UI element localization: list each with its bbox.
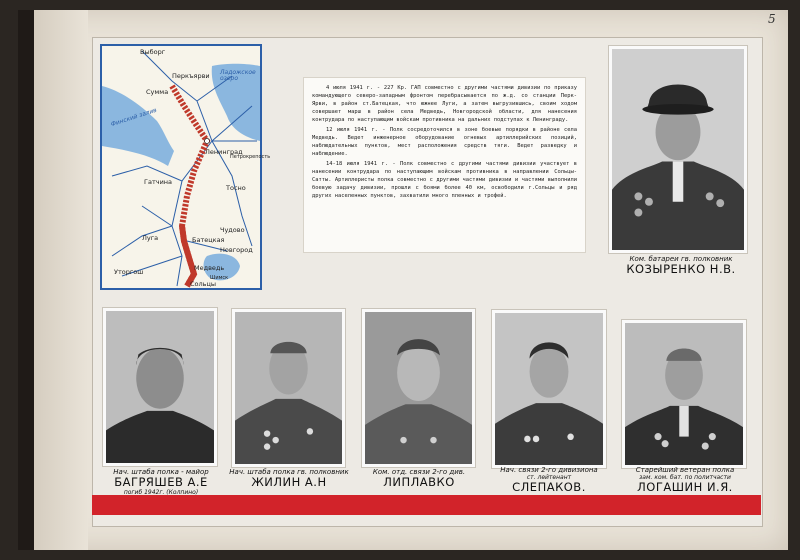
leningrad-marker: [205, 139, 210, 144]
caption-name: КОЗЫРЕНКО Н.В.: [626, 262, 736, 276]
caption-logashin: [616, 466, 754, 494]
caption-rank: ст. лейтенант: [526, 474, 572, 481]
page-number: 5: [768, 12, 776, 26]
map-label-summa: Сумма: [146, 88, 169, 96]
caption-position: зам. ком. бат. по политчасти: [639, 474, 731, 481]
portrait-photo-zhilin: [232, 309, 345, 467]
map-label-novgorod: Новгород: [220, 246, 253, 254]
portrait-photo-kozyrenko: [609, 46, 747, 253]
caption-role: Старейший ветеран полка: [635, 466, 735, 474]
caption-role: Нач. штаба полка гв. полковник: [229, 468, 349, 476]
caption-role: Нач. связи 2-го дивизиона: [500, 466, 598, 474]
map-label-chudovo: Чудово: [220, 226, 245, 234]
caption-bagryashev: [94, 468, 228, 496]
map-label-gatchina: Гатчина: [144, 178, 173, 186]
map-label-tosno: Тосно: [226, 184, 246, 192]
portrait-photo-slepakov: [492, 310, 606, 468]
history-paragraph-3: 14-18 июля 1941 г. - Полк совместно с другими частями дивизии участвует в нанесении контрудара по наступающим войскам противника в направлении Сольцы-Сатты. Артиллеристы полка совместно с другими частями дивизии и частями выполнили боевую задачу дивизии, прошли с боями более 40 км, освободили г.Сольцы и ряд других населенных пунктов, захватили много пленных и трофей.: [312, 161, 577, 199]
map-label-petrokrepost: Петрокрепость: [230, 154, 271, 160]
caption-kozyrenko: [601, 255, 761, 276]
history-text-block: [303, 77, 586, 253]
map-label-perkjarvi: Перкъярви: [172, 72, 210, 80]
caption-name: БАГРЯШЕВ А.Е: [114, 475, 208, 489]
caption-name: ЛИПЛАВКО: [383, 475, 455, 489]
portrait-photo-liplavko: [362, 309, 475, 467]
route-line-final: [182, 226, 194, 286]
map-label-leningrad: Ленинград: [205, 148, 243, 156]
caption-role: Ком. батареи гв. полковник: [629, 255, 733, 263]
caption-liplavko: [352, 468, 486, 489]
caption-slepakov: [482, 466, 616, 494]
history-paragraph-1: 4 июля 1941 г. - 227 Кр. ГАП совместно с другими частями дивизии по приказу командующего северо-западным фронтом перебрасывается по ж.д. со станции Перк-Ярви, в район ст.Батецкая, что южнее Луги, а затем выгрузившись, своим ходом совершает марш в район села Медведь, Новгородской области, для нанесения контрудара по наступающим войскам противника на дальних подступах к Ленинграду.: [312, 85, 577, 123]
map-label-shimsk: Шимск: [210, 275, 229, 281]
history-paragraph-2: 12 июля 1941 г. - Полк сосредоточился в зоне боевые порядки в районе села Медведь. Ведет инженерное оборудование огневых артиллерийских позиций, наблюдательных пунктов, мест расположения средств тяги. Ведет разведку и наблюдение.: [312, 127, 577, 157]
map-label-medved: Медведь: [194, 264, 225, 272]
caption-name: ЛОГАШИН И.Я.: [637, 480, 733, 494]
route-map: [100, 44, 271, 290]
caption-role: Ком. отд. связи 2-го див.: [372, 468, 466, 476]
caption-name: ЖИЛИН А.Н: [251, 475, 327, 489]
map-label-gulf: Финский залив: [110, 106, 158, 129]
caption-role: Нач. штаба полка - майор: [113, 468, 209, 476]
red-ribbon: [92, 495, 761, 515]
map-label-vyborg: Выборг: [140, 48, 166, 56]
caption-name: СЛЕПАКОВ.: [512, 480, 586, 494]
map-label-batetskaya: Батецкая: [192, 236, 225, 244]
album-binding: [18, 10, 34, 550]
caption-note: погиб 1942г. (Колпино): [123, 489, 199, 496]
portrait-photo-bagryashev: [103, 308, 217, 466]
caption-zhilin: [222, 468, 356, 489]
map-label-soltsy: Сольцы: [190, 280, 217, 288]
map-label-ladoga: Ладожское озеро: [220, 69, 256, 82]
map-label-utorgosh: Уторгош: [114, 268, 144, 276]
map-label-luga: Луга: [142, 234, 159, 242]
portrait-photo-logashin: [622, 320, 746, 468]
